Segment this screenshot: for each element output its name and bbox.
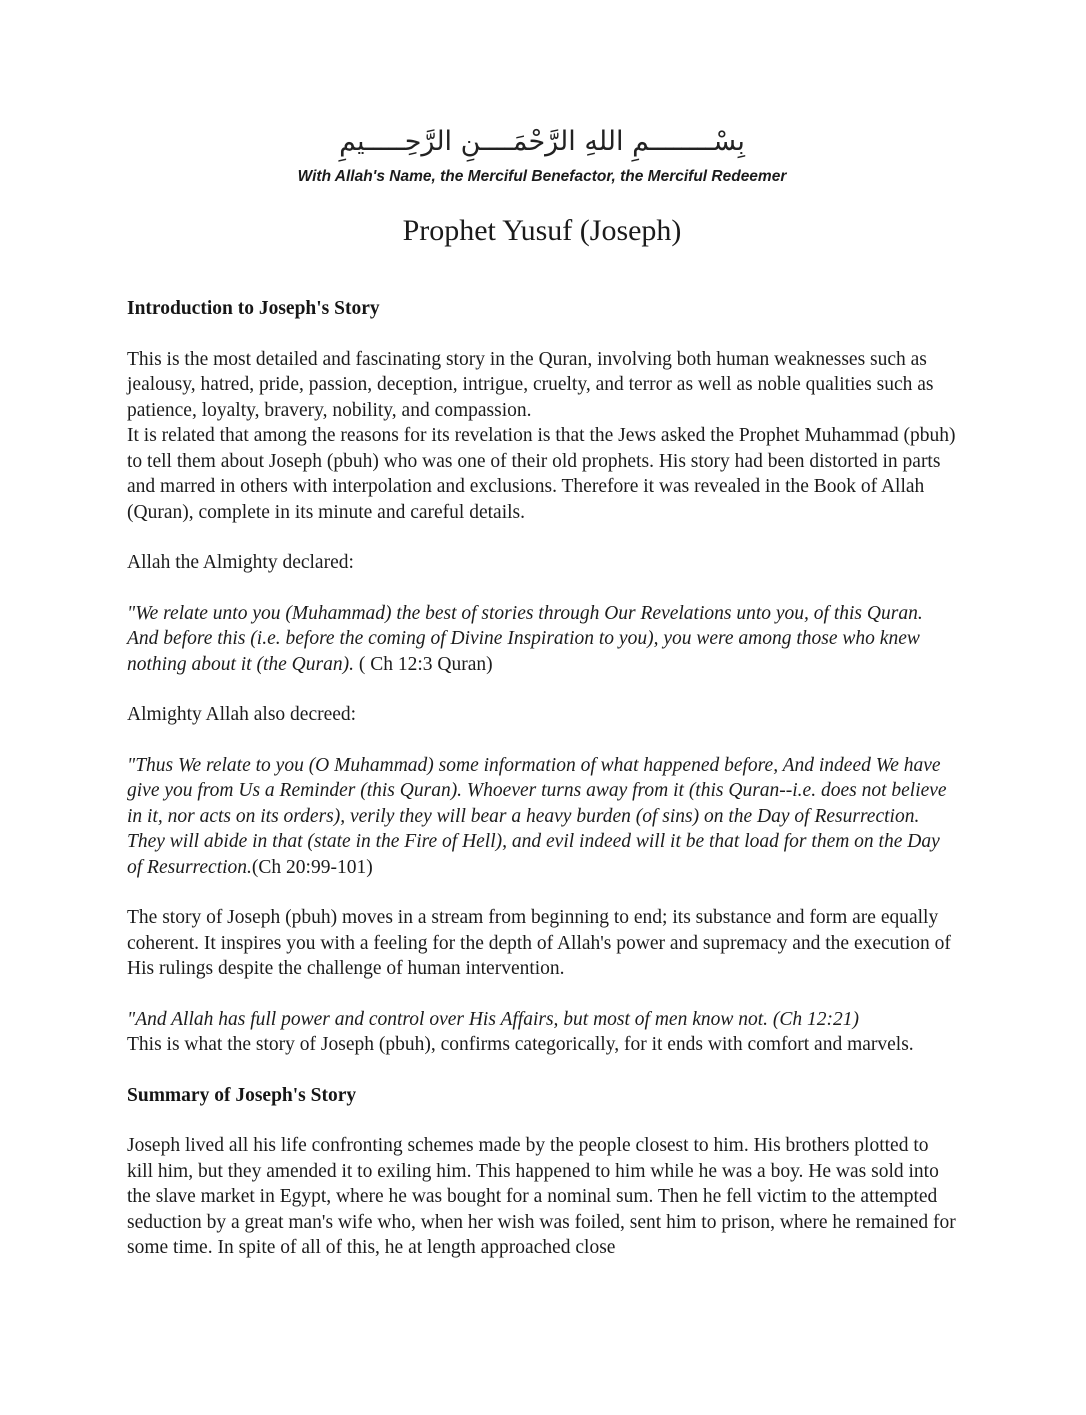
quran-quote-1 — [127, 601, 957, 678]
bismillah-caption: With Allah's Name, the Merciful Benefactor, the Merciful Redeemer — [297, 168, 787, 185]
summary-paragraph-1: Joseph lived all his life confronting schemes made by the people closest to him. His brothers plotted to kill him, but they amended it to exiling him. This happened to him while he was a boy. He was sold into the slave market in Egypt, where he was bought for a nominal sum. Then he fell victim to the attempted seduction by a great man's wife who, when her wish was foiled, sent him to prison, where he remained for some time. In spite of all of this, he at length approached close — [127, 1135, 956, 1258]
quote-2-text: "Thus We relate to you (O Muhammad) some information of what happened before, And indeed We have give you from Us a Reminder (this Quran). Whoever turns away from it (this Quran--i.e. does not believe in it, nor acts on its orders), verily they will bear a heavy burden (of sins) on the Day of Resurrection. They will abide in that (state in the Fire of Hell), and evil indeed will it be that load for them on the Day of Resurrection. — [127, 754, 947, 878]
section-heading-introduction: Introduction to Joseph's Story — [127, 298, 380, 319]
document-body — [127, 296, 957, 1261]
declared-lead-line: Allah the Almighty declared: — [127, 552, 354, 573]
quran-quote-2 — [127, 753, 957, 881]
intro-paragraph-1a-text: This is the most detailed and fascinating story in the Quran, involving both human weaknesses such as jealousy, hatred, pride, passion, deception, intrigue, cruelty, and terror as well as noble qualities such as patience, loyalty, bravery, nobility, and compassion. — [127, 348, 934, 421]
quote-1-text: "We relate unto you (Muhammad) the best of stories through Our Revelations unto you, of this Quran. And before this (i.e. before the coming of Divine Inspiration to you), you were among those who knew nothing about it (the Quran). — [127, 602, 923, 675]
intro-paragraph-3: This is what the story of Joseph (pbuh), confirms categorically, for it ends with comfort and marvels. — [127, 1034, 914, 1055]
intro-paragraph-1b-text: It is related that among the reasons for its revelation is that the Jews asked the Prophet Muhammad (pbuh) to tell them about Joseph (pbuh) who was one of their old prophets. His story had been distorted in parts and marred in others with interpolation and exclusions. Therefore it was revealed in the Book of Allah (Quran), complete in its minute and careful details. — [127, 425, 956, 523]
intro-section — [127, 296, 957, 1058]
page-title: Prophet Yusuf (Joseph) — [402, 214, 682, 247]
bismillah-calligraphy: بِسْــــــــمِ اللهِ الرَّحْمَــــنِ الرَّحِـــــيمِ — [339, 126, 745, 157]
quran-quote-3: "And Allah has full power and control over His Affairs, but most of men know not. (Ch 12:21) — [127, 1008, 860, 1030]
intro-paragraph-1 — [127, 347, 957, 526]
quote-1-citation: ( Ch 12:3 Quran) — [353, 653, 493, 675]
document-header — [127, 122, 957, 186]
section-heading-summary: Summary of Joseph's Story — [127, 1084, 357, 1106]
summary-section — [127, 1083, 957, 1261]
quote-2-citation: (Ch 20:99-101) — [251, 856, 373, 878]
decreed-lead-line: Almighty Allah also decreed: — [127, 704, 357, 725]
intro-paragraph-2: The story of Joseph (pbuh) moves in a stream from beginning to end; its substance and form are equally coherent. It inspires you with a feeling for the depth of Allah's power and supremacy and the execution of His rulings despite the challenge of human intervention. — [127, 907, 951, 979]
